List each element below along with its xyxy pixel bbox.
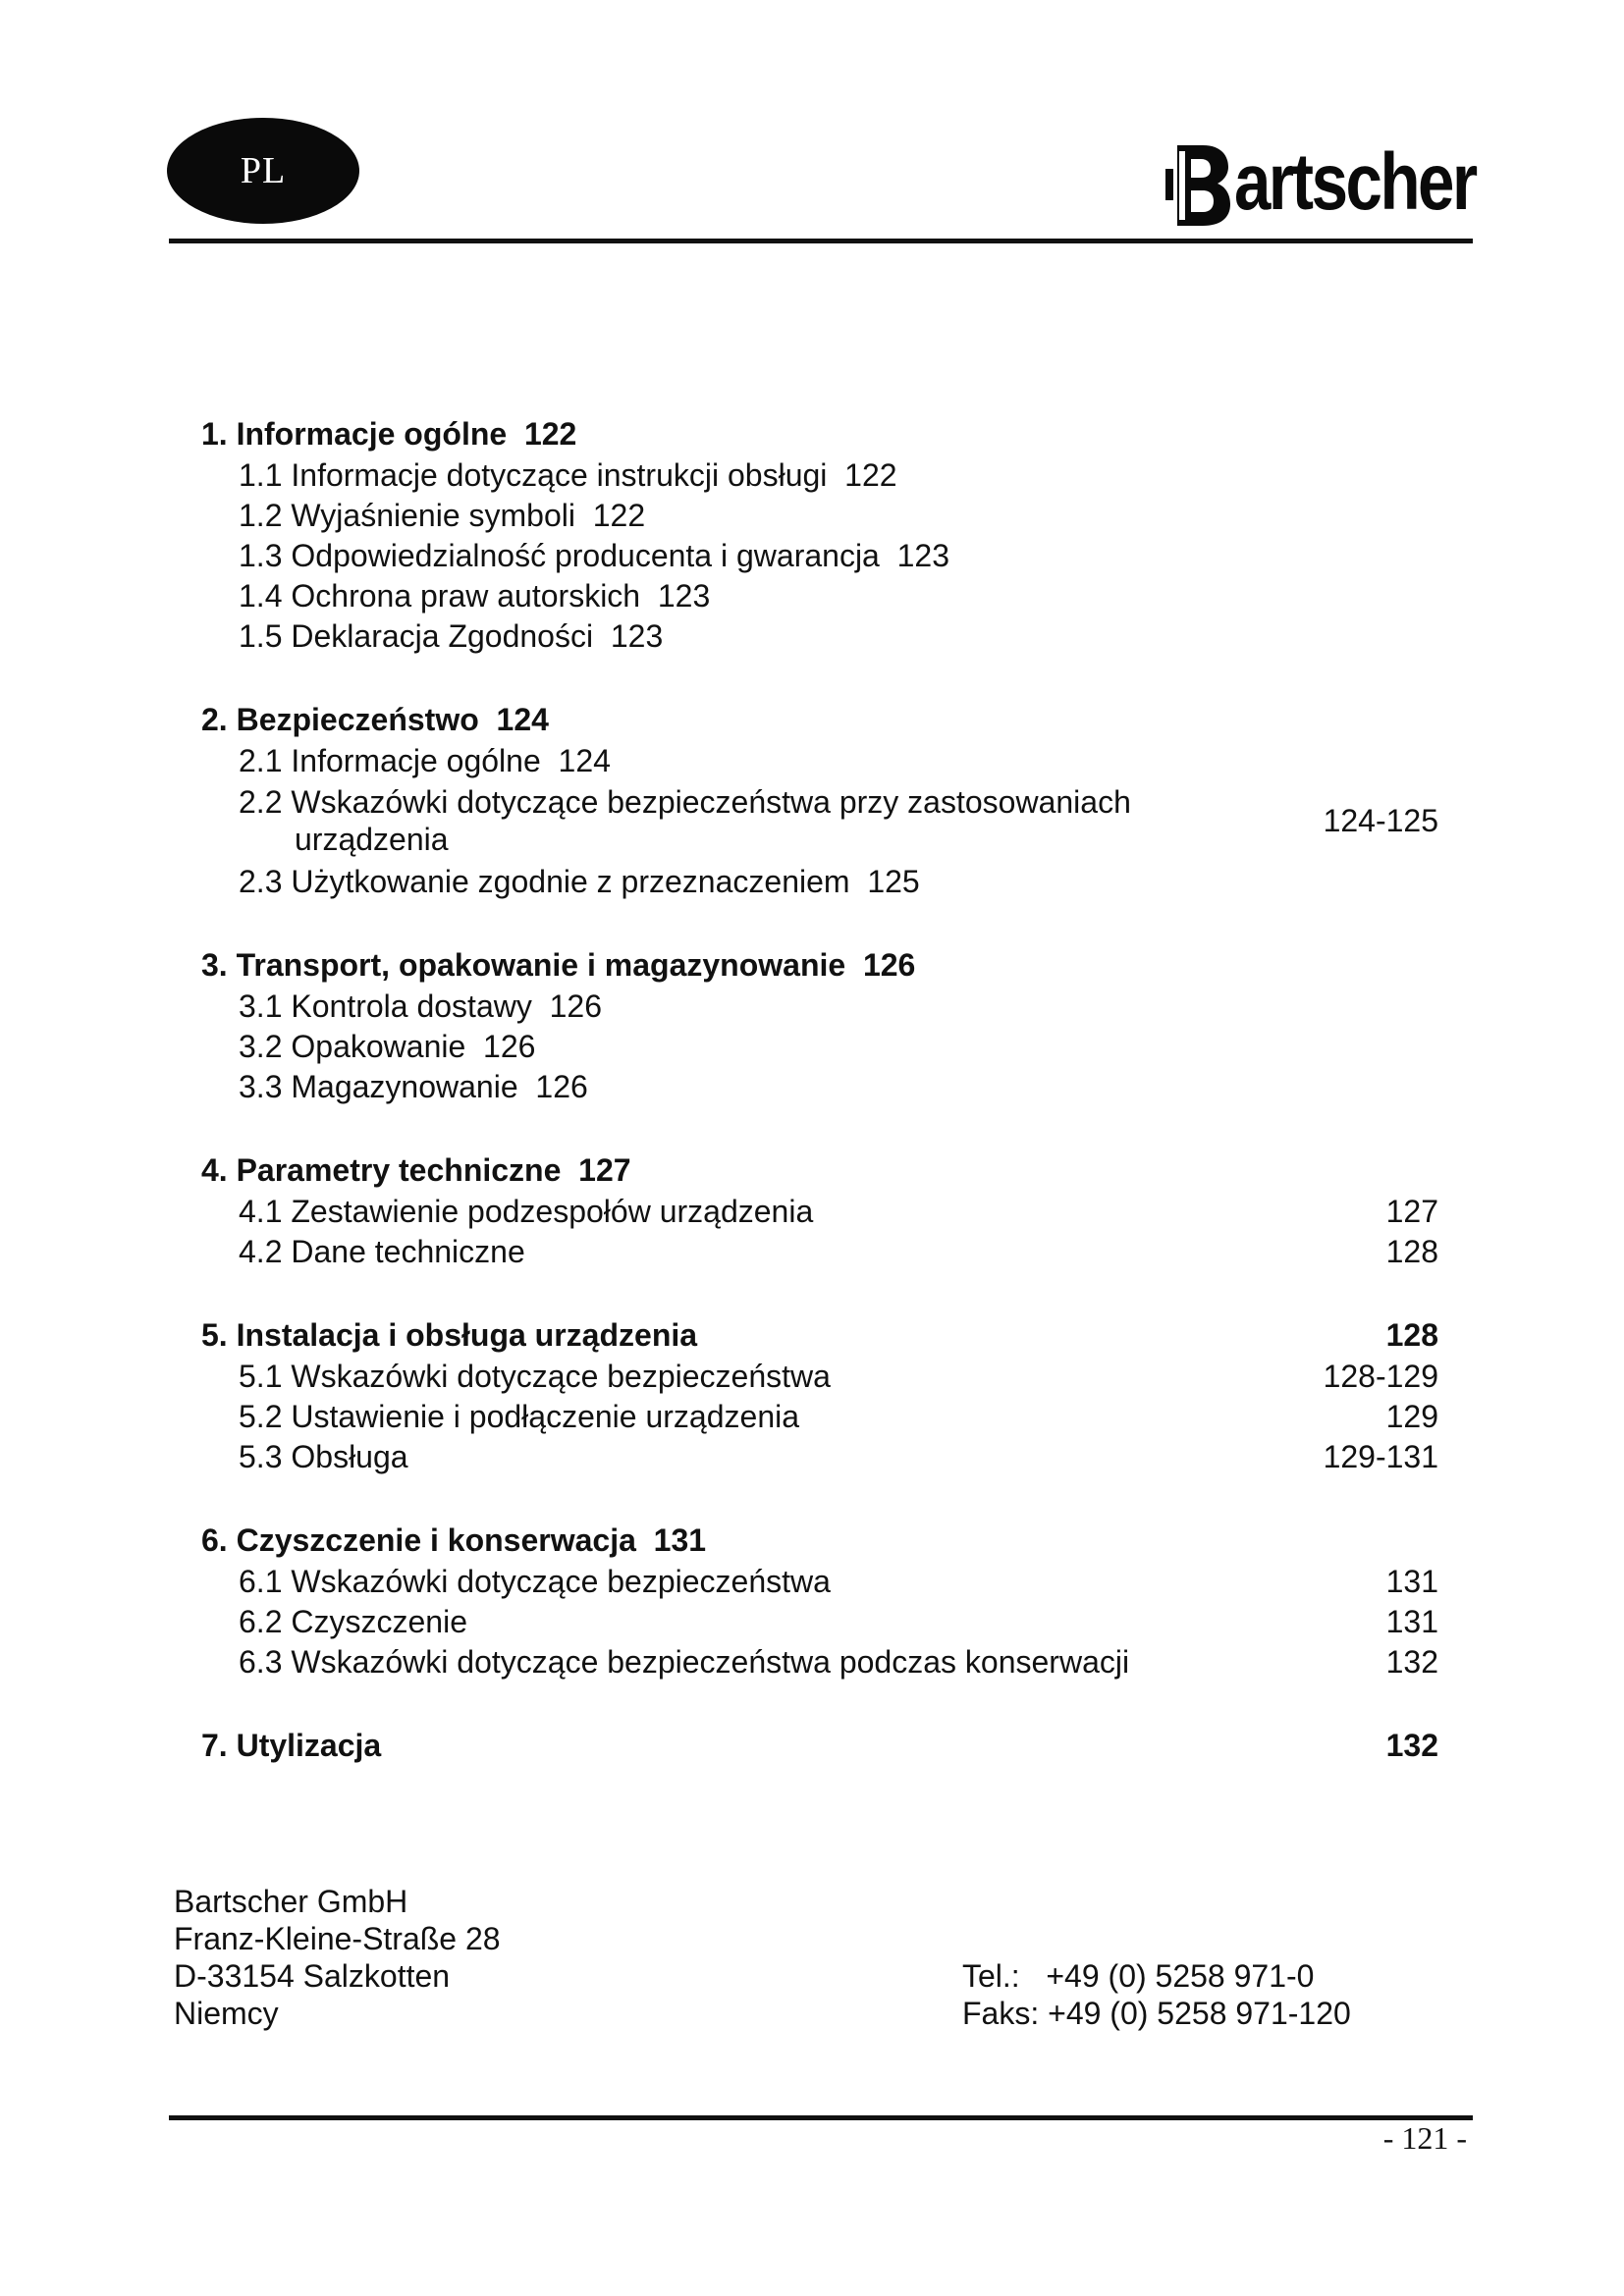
toc-item: 6.2 Czyszczenie 131 [201,1602,1438,1642]
toc-section-1 [201,412,1438,657]
toc-heading: 2. Bezpieczeństwo 124 [201,702,549,737]
toc-section-7 [201,1724,1438,1767]
toc-item: 5.3 Obsługa 129-131 [201,1437,1438,1477]
toc-section-2 [201,698,1438,902]
toc-item: 3.2 Opakowanie 126 [239,1029,536,1064]
toc-item: 3.1 Kontrola dostawy 126 [239,988,603,1024]
toc-item: 1.4 Ochrona praw autorskich 123 [239,578,711,614]
toc-item: 2.1 Informacje ogólne 124 [239,743,611,778]
telephone: Tel.: +49 (0) 5258 971-0 [962,1958,1315,1994]
toc-page-number: 129-131 [1323,1439,1438,1474]
country: Niemcy [174,1996,279,2031]
toc-page-number: 129 [1385,1399,1438,1434]
toc-item: 5.1 Wskazówki dotyczące bezpieczeństwa 128-129 [201,1357,1438,1397]
toc-heading: 4. Parametry techniczne 127 [201,1152,631,1188]
bartscher-logo [1164,137,1529,232]
table-of-contents [201,412,1438,1808]
toc-page-number: 128-129 [1323,1359,1438,1394]
toc-item: 6.3 Wskazówki dotyczące bezpieczeństwa podczas konserwacji 132 [201,1642,1438,1682]
toc-item: 1.1 Informacje dotyczące instrukcji obsługi 122 [239,457,897,493]
toc-heading: 1. Informacje ogólne 122 [201,416,577,452]
toc-item: 4.2 Dane techniczne 128 [201,1232,1438,1272]
toc-heading: 6. Czyszczenie i konserwacja 131 [201,1522,707,1558]
language-code: PL [240,150,287,191]
bartscher-b-logo-icon [1164,139,1232,230]
toc-item: 2.2 Wskazówki dotyczące bezpieczeństwa przy zastosowaniach urządzenia 124-125 [239,784,1438,857]
toc-page-number: 124-125 [1323,803,1438,838]
toc-heading: 7. Utylizacja 132 [201,1724,1438,1767]
toc-item: 6.1 Wskazówki dotyczące bezpieczeństwa 131 [201,1562,1438,1602]
toc-item: 1.5 Deklaracja Zgodności 123 [239,618,664,654]
fax: Faks: +49 (0) 5258 971-120 [962,1996,1351,2031]
toc-page-number: 132 [1385,1644,1438,1680]
toc-item: 1.2 Wyjaśnienie symboli 122 [239,498,646,533]
toc-heading: 3. Transport, opakowanie i magazynowanie 126 [201,947,916,983]
toc-section-4 [201,1148,1438,1272]
toc-item: 4.1 Zestawienie podzespołów urządzenia 127 [201,1192,1438,1232]
header-rule [169,239,1473,243]
company-address [174,1883,501,2032]
street: Franz-Kleine-Straße 28 [174,1921,501,1956]
toc-item: 3.3 Magazynowanie 126 [239,1069,588,1104]
toc-page-number: 128 [1385,1234,1438,1269]
company-name: Bartscher GmbH [174,1884,408,1919]
contact-info [962,1957,1351,2032]
toc-item: 2.3 Użytkowanie zgodnie z przeznaczeniem 125 [239,864,920,899]
toc-section-5 [201,1313,1438,1477]
toc-section-6 [201,1519,1438,1682]
language-badge [167,118,359,224]
toc-page-number: 131 [1385,1564,1438,1599]
toc-item: 1.3 Odpowiedzialność producenta i gwarancja 123 [239,538,950,573]
toc-heading: 5. Instalacja i obsługa urządzenia 128 [201,1313,1438,1357]
toc-page-number: 131 [1385,1604,1438,1639]
city: D-33154 Salzkotten [174,1958,451,1994]
toc-section-3 [201,943,1438,1107]
page-number: - 121 - [1382,2120,1467,2156]
logo-wordmark: artscher [1234,137,1476,227]
toc-page-number: 128 [1385,1317,1438,1353]
toc-page-number: 132 [1385,1728,1438,1763]
toc-page-number: 127 [1385,1194,1438,1229]
toc-item: 5.2 Ustawienie i podłączenie urządzenia 129 [201,1397,1438,1437]
footer-rule [169,2115,1473,2120]
